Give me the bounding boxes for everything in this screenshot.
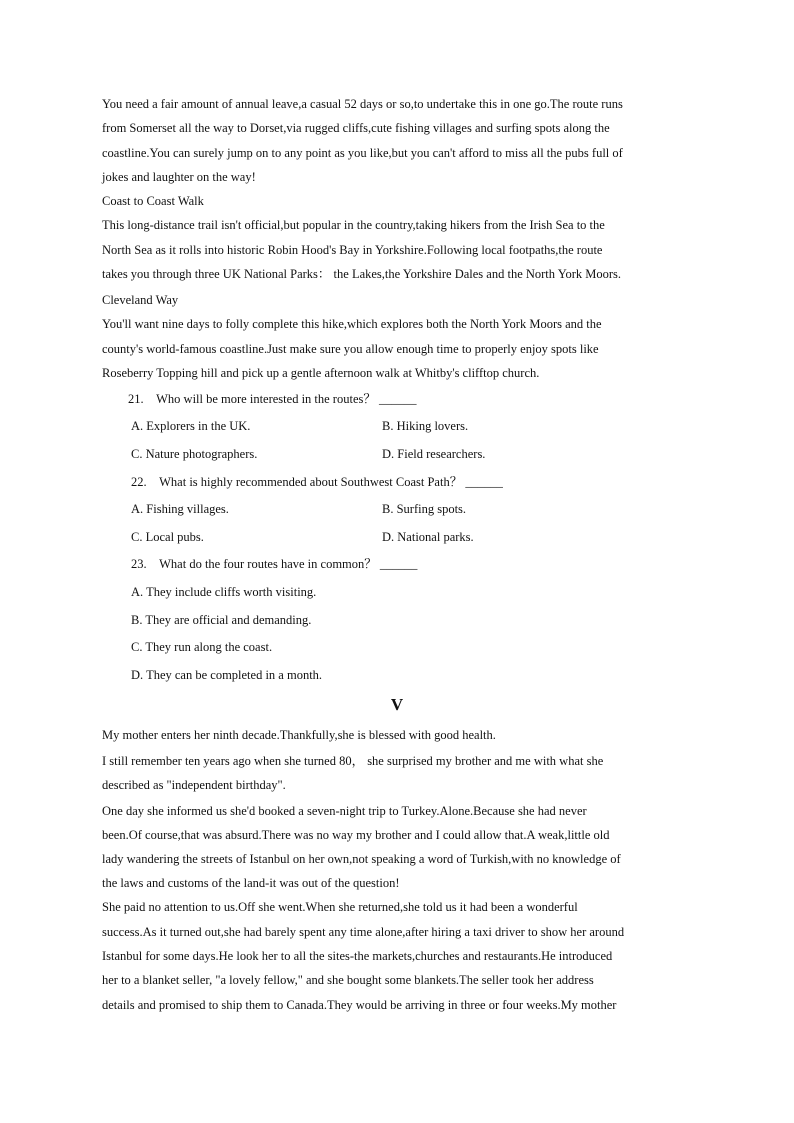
option-d[interactable]: D. They can be completed in a month. <box>131 668 323 682</box>
section-heading: V <box>390 695 404 714</box>
passage2-line: the laws and customs of the land-it was out of the question! <box>102 876 400 890</box>
question-21 <box>128 391 416 407</box>
option-a[interactable]: A. They include cliffs worth visiting. <box>131 585 317 599</box>
option-b[interactable]: B. Surfing spots. <box>382 502 467 516</box>
answer-blank[interactable]: ______ <box>379 557 418 571</box>
coast-to-coast-line: takes you through three UK National Parks： the Lakes,the Yorkshire Dales and the North York Moors. <box>102 267 622 281</box>
passage1-line: jokes and laughter on the way! <box>102 170 256 184</box>
cleveland-way-title: Cleveland Way <box>102 293 179 307</box>
question-number: 23. <box>131 557 147 571</box>
passage2-line: been.Of course,that was absurd.There was no way my brother and I could allow that.A weak,little old <box>102 828 610 842</box>
option-d[interactable]: D. Field researchers. <box>382 447 486 461</box>
cleveland-way-line: You'll want nine days to folly complete this hike,which explores both the North York Moors and the <box>102 317 602 331</box>
passage2-line: My mother enters her ninth decade.Thankfully,she is blessed with good health. <box>102 728 496 742</box>
passage1-line: from Somerset all the way to Dorset,via rugged cliffs,cute fishing villages and surfing spots along the <box>102 121 610 135</box>
passage1-line: You need a fair amount of annual leave,a casual 52 days or so,to undertake this in one go.The route runs <box>102 97 623 111</box>
passage2-line: details and promised to ship them to Canada.They would be arriving in three or four weeks.My mother <box>102 998 617 1012</box>
option-d[interactable]: D. National parks. <box>382 530 474 544</box>
passage2-line: lady wandering the streets of Istanbul on her own,not speaking a word of Turkish,with no knowledge of <box>102 852 621 866</box>
question-number: 22. <box>131 475 147 489</box>
question-number: 21. <box>128 392 144 406</box>
coast-to-coast-line: North Sea as it rolls into historic Robin Hood's Bay in Yorkshire.Following local footpaths,the route <box>102 243 603 257</box>
option-b[interactable]: B. Hiking lovers. <box>382 419 469 433</box>
coast-to-coast-title: Coast to Coast Walk <box>102 194 204 208</box>
question-text: What do the four routes have in common？ <box>159 557 377 571</box>
cleveland-way-line: county's world-famous coastline.Just make sure you allow enough time to properly enjoy spots like <box>102 342 599 356</box>
passage2-line: her to a blanket seller, "a lovely fellow," and she bought some blankets.The seller took her address <box>102 973 594 987</box>
option-a[interactable]: A. Explorers in the UK. <box>131 419 251 433</box>
passage2-line: described as "independent birthday". <box>102 778 286 792</box>
question-23 <box>131 556 417 572</box>
coast-to-coast-line: This long-distance trail isn't official,but popular in the country,taking hikers from the Irish Sea to the <box>102 218 605 232</box>
passage2-line: I still remember ten years ago when she turned 80， she surprised my brother and me with what she <box>102 754 604 768</box>
answer-blank[interactable]: ______ <box>378 392 417 406</box>
passage2-line: She paid no attention to us.Off she went.When she returned,she told us it had been a wonderful <box>102 900 578 914</box>
passage2-line: Istanbul for some days.He look her to all the sites-the markets,churches and restaurants.He introduced <box>102 949 613 963</box>
option-c[interactable]: C. Nature photographers. <box>131 447 258 461</box>
cleveland-way-line: Roseberry Topping hill and pick up a gentle afternoon walk at Whitby's clifftop church. <box>102 366 540 380</box>
option-a[interactable]: A. Fishing villages. <box>131 502 229 516</box>
passage2-line: success.As it turned out,she had barely spent any time alone,after hiring a taxi driver to show her around <box>102 925 625 939</box>
answer-blank[interactable]: ______ <box>465 475 503 489</box>
question-22 <box>131 474 503 490</box>
passage1-line: coastline.You can surely jump on to any point as you like,but you can't afford to miss all the pubs full of <box>102 146 623 160</box>
option-b[interactable]: B. They are official and demanding. <box>131 613 312 627</box>
question-text: Who will be more interested in the routes？ <box>156 392 376 406</box>
passage2-line: One day she informed us she'd booked a seven-night trip to Turkey.Alone.Because she had never <box>102 804 587 818</box>
option-c[interactable]: C. Local pubs. <box>131 530 204 544</box>
option-c[interactable]: C. They run along the coast. <box>131 640 273 654</box>
question-text: What is highly recommended about Southwest Coast Path？ <box>159 475 463 489</box>
